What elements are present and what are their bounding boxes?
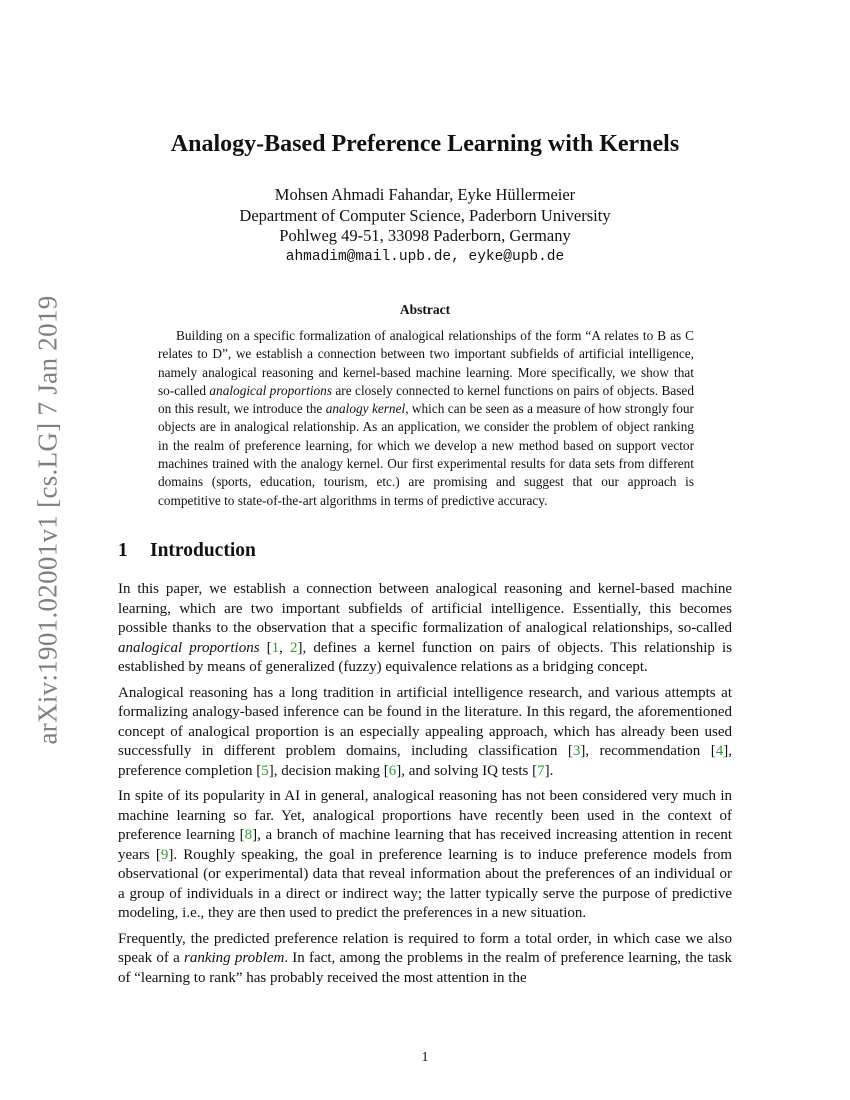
paragraph-text: ], recommendation [ <box>580 743 716 759</box>
paragraph-text: ]. <box>544 762 554 779</box>
paragraph <box>118 787 732 924</box>
paragraph-emphasis: ranking problem <box>183 950 285 966</box>
paragraph <box>118 684 732 782</box>
citation-link[interactable]: 5 <box>261 762 269 779</box>
section-title: Introduction <box>150 540 256 561</box>
abstract-text: , which can be seen as a measure of how strongly four objects are in analogical relationship. As an application, we consider the problem of object ranking in the realm of preference learning, for which we develop a new method based on support vector machines trained with the analogy kernel. Our first experimental results for data sets from different domains (sports, education, tourism, etc.) are promising and suggest that our approach is competitive to state-of-the-art algorithms in terms of predictive accuracy. <box>158 401 694 508</box>
abstract-heading: Abstract <box>399 302 451 317</box>
paragraph-text: ], decision making [ <box>268 762 389 779</box>
author-block <box>0 185 850 267</box>
author-emails: ahmadim@mail.upb.de, eyke@upb.de <box>285 248 565 265</box>
abstract-emphasis: analogy kernel <box>325 401 406 417</box>
citation-link[interactable]: 7 <box>537 762 545 779</box>
citation-link[interactable]: 8 <box>244 827 253 843</box>
paragraph-text: Analogical reasoning has a long tradition in artificial intelligence research, and various attempts at formalizing analogy-based inference can be found in the literature. In this regard, the aforementioned concept of analogical proportion is an especially appealing approach, which has already been used successfully in different problem domains, including classification [ <box>118 684 732 759</box>
paragraph-text: ], and solving IQ tests [ <box>396 762 538 779</box>
paragraph-text: Frequently, the predicted preference relation is required to form a total order, in which case we also speak of a <box>118 930 732 966</box>
citation-link[interactable]: 9 <box>160 846 169 863</box>
arxiv-identifier-stamp: arXiv:1901.02001v1 [cs.LG] 7 Jan 2019 <box>32 295 63 745</box>
paragraph <box>118 930 732 989</box>
paper-title: Analogy-Based Preference Learning with Kernels <box>170 131 680 157</box>
paragraph-text: ]. Roughly speaking, the goal in preference learning is to induce preference models from observational (or experimental) data that reveal information about the preferences of an individual or a group of individuals in a direct or indirect way; the latter typically serve the purpose of predictive modeling, i.e., they are then used to predict the preferences in a new situation. <box>118 846 732 921</box>
section-heading-introduction <box>118 540 256 562</box>
section-number: 1 <box>118 540 128 561</box>
citation-link[interactable]: 2 <box>290 639 298 656</box>
citation-link[interactable]: 3 <box>572 743 581 759</box>
paragraph-text: , <box>279 639 291 656</box>
citation-link[interactable]: 1 <box>271 639 280 656</box>
abstract-emphasis: analogical proportions <box>209 382 332 398</box>
abstract-text: are closely connected to kernel functions on pairs of objects. Based on this result, we introduce the <box>158 382 694 417</box>
abstract-text: Building on a specific formalization of analogical relationships of the form “A relates to B as C relates to D”, we establish a connection between two important subfields of artificial intelligence, namely analogical reasoning and kernel-based machine learning. More specifically, we show that so-called <box>158 328 694 398</box>
abstract-body <box>158 327 694 510</box>
paragraph-text: . In fact, among the problems in the realm of preference learning, the task of “learning to rank” has probably received the most attention in the <box>118 950 732 986</box>
paragraph-text: ], preference completion [ <box>118 743 732 779</box>
introduction-body <box>118 580 732 994</box>
author-names: Mohsen Ahmadi Fahandar, Eyke Hüllermeier <box>274 185 576 204</box>
page-number: 1 <box>421 1050 429 1065</box>
citation-link[interactable]: 6 <box>388 762 397 779</box>
paragraph-text: In this paper, we establish a connection between analogical reasoning and kernel-based machine learning, which are two important subfields of artificial intelligence. Essentially, this becomes possible thanks to the observation that a specific formalization of analogical relationships, so-called <box>118 581 732 636</box>
paragraph <box>118 580 732 678</box>
citation-link[interactable]: 4 <box>715 743 724 759</box>
paragraph-emphasis: analogical proportions <box>118 639 260 656</box>
paragraph-text: ], a branch of machine learning that has received increasing attention in recent years [ <box>118 827 733 863</box>
paragraph-text: In spite of its popularity in AI in general, analogical reasoning has not been considered very much in machine learning so far. Yet, analogical proportions have recently been used in the context of preference learning [ <box>118 788 732 843</box>
paragraph-text: [ <box>259 639 272 656</box>
author-affiliation: Department of Computer Science, Paderborn University <box>239 205 611 225</box>
author-address: Pohlweg 49-51, 33098 Paderborn, Germany <box>279 226 571 245</box>
paragraph-text: ], defines a kernel function on pairs of objects. This relationship is established by means of generalized (fuzzy) equivalence relations as a bridging concept. <box>118 639 733 675</box>
